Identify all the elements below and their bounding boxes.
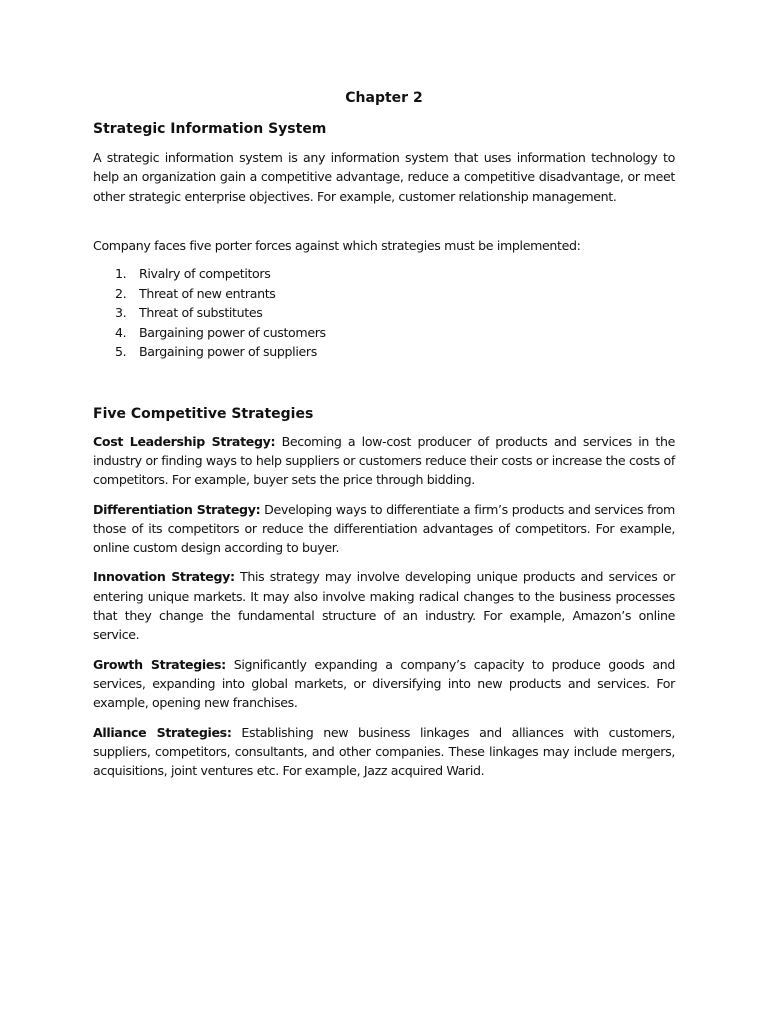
intro-paragraph: A strategic information system is any information system that uses information technology to help an organization gain a competitive advantage, reduce a competitive disadvantage, or meet other strategic enterprise objectives. For example, customer relationship management. (93, 150, 675, 204)
strategy-paragraph-differentiation (93, 500, 675, 558)
section-heading-strategic-information-system: Strategic Information System (93, 121, 327, 137)
strategy-text: Developing ways to differentiate a firm’s products and services from those of its competitors or reduce the differentiation advantages of competitors. For example, online custom design according to buyer. (93, 501, 675, 556)
list-item (115, 264, 675, 284)
strategy-text: Significantly expanding a company’s capacity to produce goods and services, expanding into global markets, or diversifying into new products and services. For example, opening new franchises. (93, 656, 675, 711)
forces-intro: Company faces five porter forces against which strategies must be implemented: (93, 237, 581, 253)
strategy-term: Growth Strategies: (93, 656, 226, 672)
strategy-paragraph-growth (93, 655, 675, 713)
list-item (115, 303, 675, 323)
list-number: 3. (115, 305, 127, 321)
strategy-paragraph-innovation (93, 567, 675, 644)
list-item-text: Rivalry of competitors (139, 266, 271, 282)
strategy-text: This strategy may involve developing unique products and services or entering unique markets. It may also involve making radical changes to the business processes that they change the fundamental structure of an industry. For example, Amazon’s online service. (93, 569, 675, 643)
list-item-text: Bargaining power of customers (139, 324, 326, 340)
list-item-text: Threat of substitutes (139, 305, 263, 321)
strategy-text: Establishing new business linkages and alliances with customers, suppliers, competitors, consultants, and other companies. These linkages may include mergers, acquisitions, joint ventures etc. For example, Jazz acquired Warid. (93, 724, 675, 779)
document-page (93, 88, 675, 790)
strategy-term: Alliance Strategies: (93, 724, 232, 740)
strategy-paragraph-alliance (93, 723, 675, 781)
list-item (115, 284, 675, 304)
list-number: 4. (115, 324, 127, 340)
strategy-term: Cost Leadership Strategy: (93, 433, 276, 449)
strategy-paragraph-cost-leadership (93, 432, 675, 490)
section-heading-five-competitive-strategies: Five Competitive Strategies (93, 405, 314, 422)
list-number: 2. (115, 285, 127, 301)
list-item (115, 342, 675, 362)
list-number: 5. (115, 344, 127, 360)
strategy-term: Innovation Strategy: (93, 569, 235, 585)
strategy-text: Becoming a low-cost producer of products and services in the industry or finding ways to help suppliers or customers reduce their costs or increase the costs of competitors. For example, buyer sets the price through bidding. (93, 433, 675, 488)
list-item-text: Bargaining power of suppliers (139, 344, 317, 360)
chapter-title: Chapter 2 (345, 90, 423, 106)
porter-forces-list (93, 264, 675, 362)
list-item (115, 323, 675, 343)
strategy-term: Differentiation Strategy: (93, 501, 261, 517)
list-item-text: Threat of new entrants (139, 285, 276, 301)
list-number: 1. (115, 266, 127, 282)
